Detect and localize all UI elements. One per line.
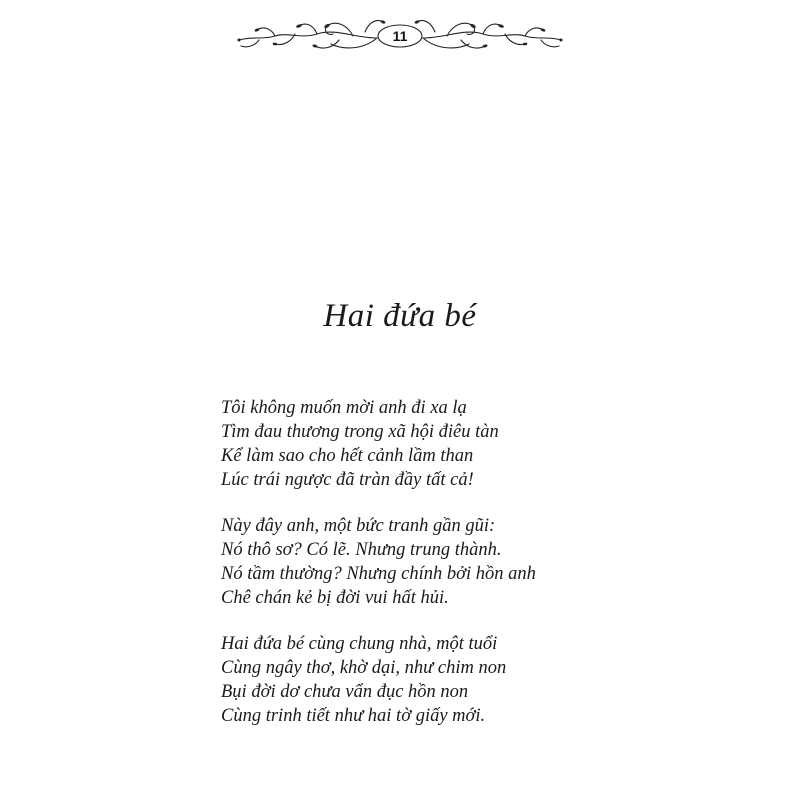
poem-body: [221, 396, 781, 750]
poem-line: Này đây anh, một bức tranh gần gũi:: [221, 516, 496, 536]
poem-line: Cùng trinh tiết như hai tờ giấy mới.: [221, 706, 486, 726]
stanza-2: [221, 514, 781, 610]
poem-line: Hai đứa bé cùng chung nhà, một tuổi: [221, 634, 498, 654]
poem-line: Lúc trái ngược đã tràn đầy tất cả!: [221, 470, 474, 490]
poem-line: Cùng ngây thơ, khờ dại, như chim non: [221, 658, 507, 678]
page-number: 11: [392, 28, 408, 44]
poem-line: Nó tầm thường? Nhưng chính bởi hồn anh: [221, 564, 536, 584]
poem-line: Bụi đời dơ chưa vẩn đục hồn non: [221, 682, 469, 702]
stanza-1: [221, 396, 781, 492]
stanza-3: [221, 632, 781, 728]
poem-line: Nó thô sơ? Có lẽ. Nhưng trung thành.: [221, 540, 502, 560]
poem-title: Hai đứa bé: [323, 298, 477, 334]
poem-line: Tìm đau thương trong xã hội điêu tàn: [221, 422, 499, 442]
poem-line: Chê chán kẻ bị đời vui hất hủi.: [221, 588, 449, 608]
poem-line: Tôi không muốn mời anh đi xa lạ: [221, 398, 467, 418]
poem-line: Kể làm sao cho hết cảnh lầm than: [221, 446, 474, 466]
